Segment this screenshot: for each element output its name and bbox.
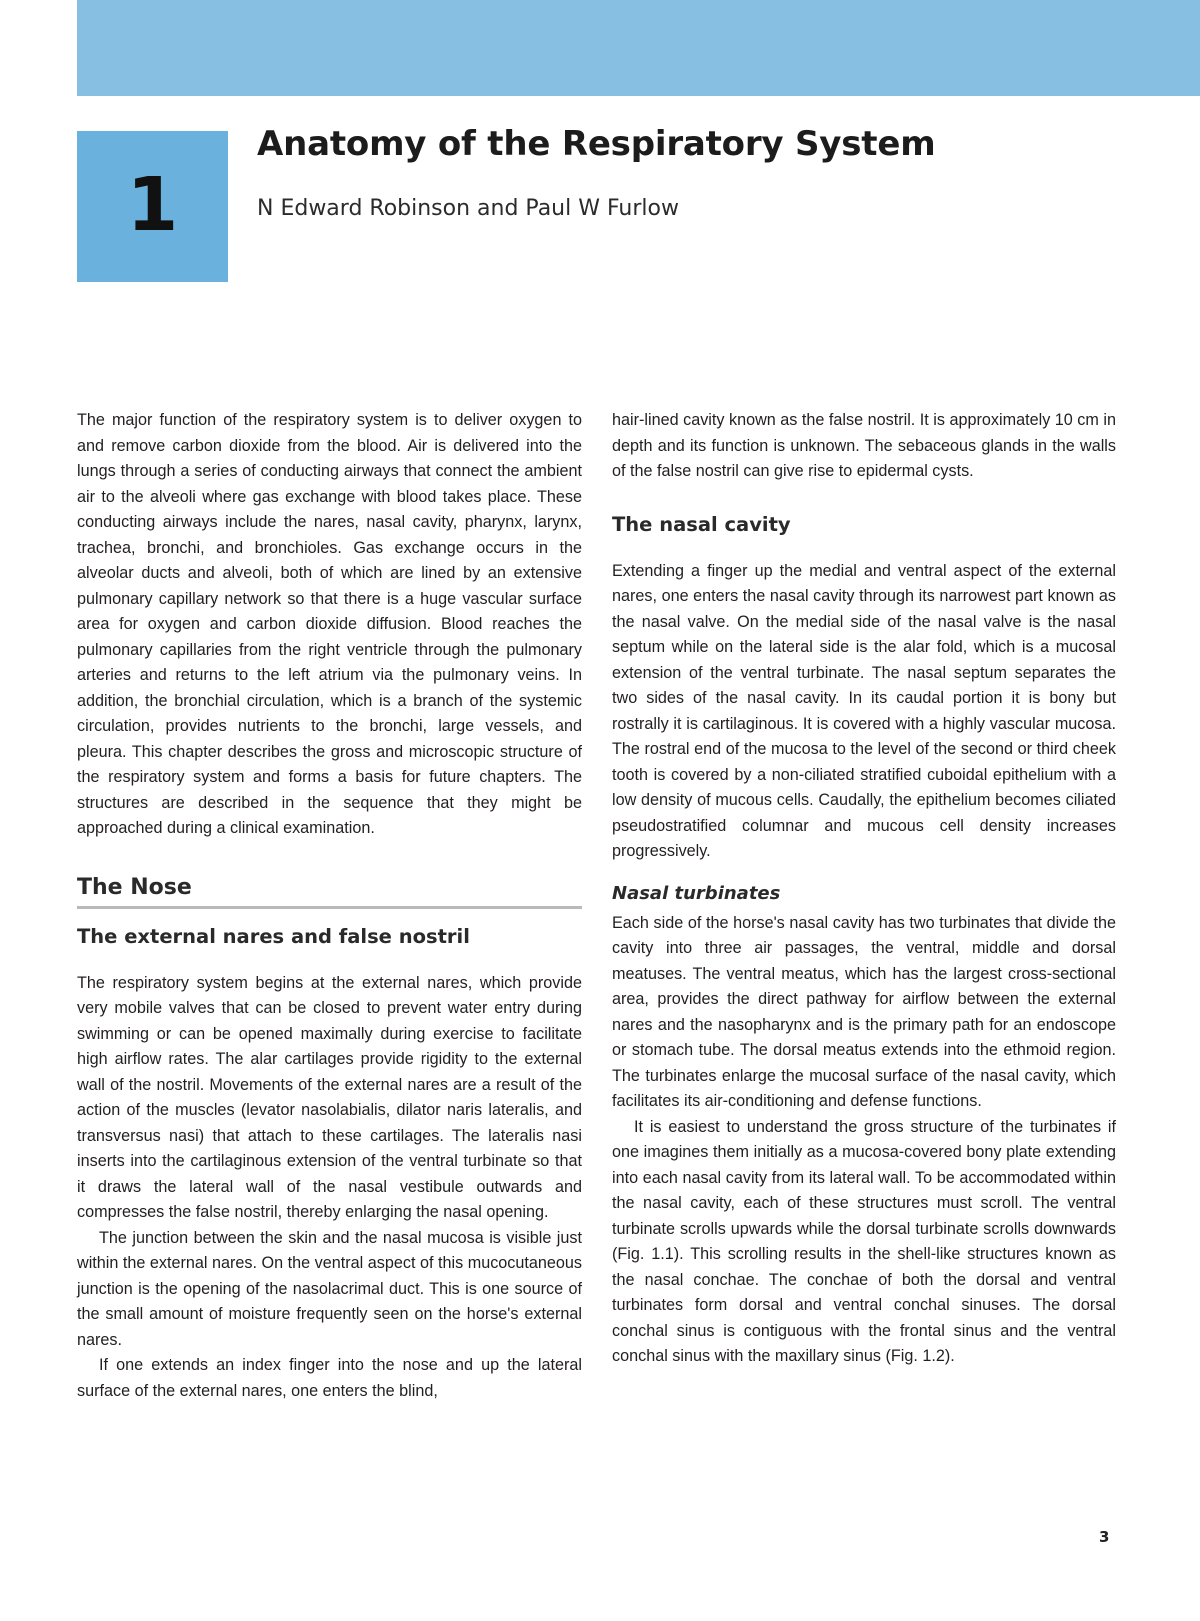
left-column <box>77 408 582 1404</box>
nasal-cavity-paragraph: Extending a finger up the medial and ventral aspect of the external nares, one enters the nasal cavity through its narrowest part known as the nasal valve. On the medial side of the nasal valve is the nasal septum while on the lateral side is the alar fold, which is a mucosal extension of the ventral turbinate. The nasal septum separates the two sides of the nasal cavity. In its caudal portion it is bony but rostrally it is cartilaginous. It is covered with a highly vascular mucosa. The rostral end of the mucosa to the level of the second or third cheek tooth is covered by a non-ciliated stratified cuboidal epithelium with a low density of mucous cells. Caudally, the epithelium becomes ciliated pseudostratified columnar and mucous cell density increases progressively. <box>612 561 1116 860</box>
chapter-title: Anatomy of the Respiratory System <box>257 124 936 164</box>
subsection-heading-nasal-cavity: The nasal cavity <box>612 512 791 536</box>
chapter-authors: N Edward Robinson and Paul W Furlow <box>257 196 679 221</box>
chapter-number: 1 <box>126 161 179 248</box>
page-number: 3 <box>1099 1528 1110 1546</box>
external-nares-paragraph-2: The junction between the skin and the nasal mucosa is visible just within the external nares. On the ventral aspect of this mucocutaneous junction is the opening of the nasolacrimal duct. This is one source of the small amount of moisture frequently seen on the horse's external nares. <box>77 1228 582 1349</box>
intro-paragraph: The major function of the respiratory system is to deliver oxygen to and remove carbon dioxide from the blood. Air is delivered into the lungs through a series of conducting airways that connect the ambient air to the alveoli where gas exchange with blood takes place. These conducting airways include the nares, nasal cavity, pharynx, larynx, trachea, bronchi, and bronchioles. Gas exchange occurs in the alveolar ducts and alveoli, both of which are lined by an extensive pulmonary capillary network so that there is a huge vascular surface area for oxygen and carbon dioxide diffusion. Blood reaches the pulmonary capillaries from the right ventricle through the pulmonary arteries and returns to the left atrium via the pulmonary veins. In addition, the bronchial circulation, which is a branch of the systemic circulation, provides nutrients to the bronchi, large vessels, and pleura. This chapter describes the gross and microscopic structure of the respiratory system and forms a basis for future chapters. The structures are described in the sequence that they might be approached during a clinical examination. <box>77 411 582 837</box>
section-heading-the-nose: The Nose <box>77 874 192 900</box>
section-divider <box>77 906 582 909</box>
header-color-band <box>77 0 1200 96</box>
right-column <box>612 408 1116 1370</box>
external-nares-paragraph-3: If one extends an index finger into the nose and up the lateral surface of the external nares, one enters the blind, <box>77 1356 582 1400</box>
nasal-turbinates-paragraph-2: It is easiest to understand the gross structure of the turbinates if one imagines them initially as a mucosa-covered bony plate extending into each nasal cavity from its lateral wall. To be accommodated within the nasal cavity, each of these structures must scroll. The ventral turbinate scrolls upwards while the dorsal turbinate scrolls downwards (Fig. 1.1). This scrolling results in the shell-like structures known as the nasal conchae. The conchae of both the dorsal and ventral turbinates form dorsal and ventral conchal sinuses. The dorsal conchal sinus is contiguous with the frontal sinus and the ventral conchal sinus with the maxillary sinus (Fig. 1.2). <box>612 1117 1116 1365</box>
external-nares-paragraph-1: The respiratory system begins at the external nares, which provide very mobile valves that can be closed to prevent water entry during swimming or can be opened maximally during exercise to facilitate high airflow rates. The alar cartilages provide rigidity to the external wall of the nostril. Movements of the external nares are a result of the action of the muscles (levator nasolabialis, dilator naris lateralis, and transversus nasi) that attach to these cartilages. The lateralis nasi inserts into the cartilaginous extension of the ventral turbinate so that it draws the lateral wall of the nasal vestibule outwards and compresses the false nostril, thereby enlarging the nasal opening. <box>77 973 582 1221</box>
subsection-heading-external-nares: The external nares and false nostril <box>77 924 470 948</box>
chapter-number-box <box>77 131 228 282</box>
subsection-heading-nasal-turbinates: Nasal turbinates <box>612 882 781 904</box>
nasal-turbinates-paragraph-1: Each side of the horse's nasal cavity has two turbinates that divide the cavity into three air passages, the ventral, middle and dorsal meatuses. The ventral meatus, which has the largest cross-sectional area, provides the direct pathway for airflow between the external nares and the nasopharynx and is the primary path for an endoscope or stomach tube. The dorsal meatus extends into the ethmoid region. The turbinates enlarge the mucosal surface of the nasal cavity, which facilitates its air-conditioning and defense functions. <box>612 913 1116 1110</box>
false-nostril-paragraph: hair-lined cavity known as the false nostril. It is approximately 10 cm in depth and its function is unknown. The sebaceous glands in the walls of the false nostril can give rise to epidermal cysts. <box>612 411 1116 480</box>
